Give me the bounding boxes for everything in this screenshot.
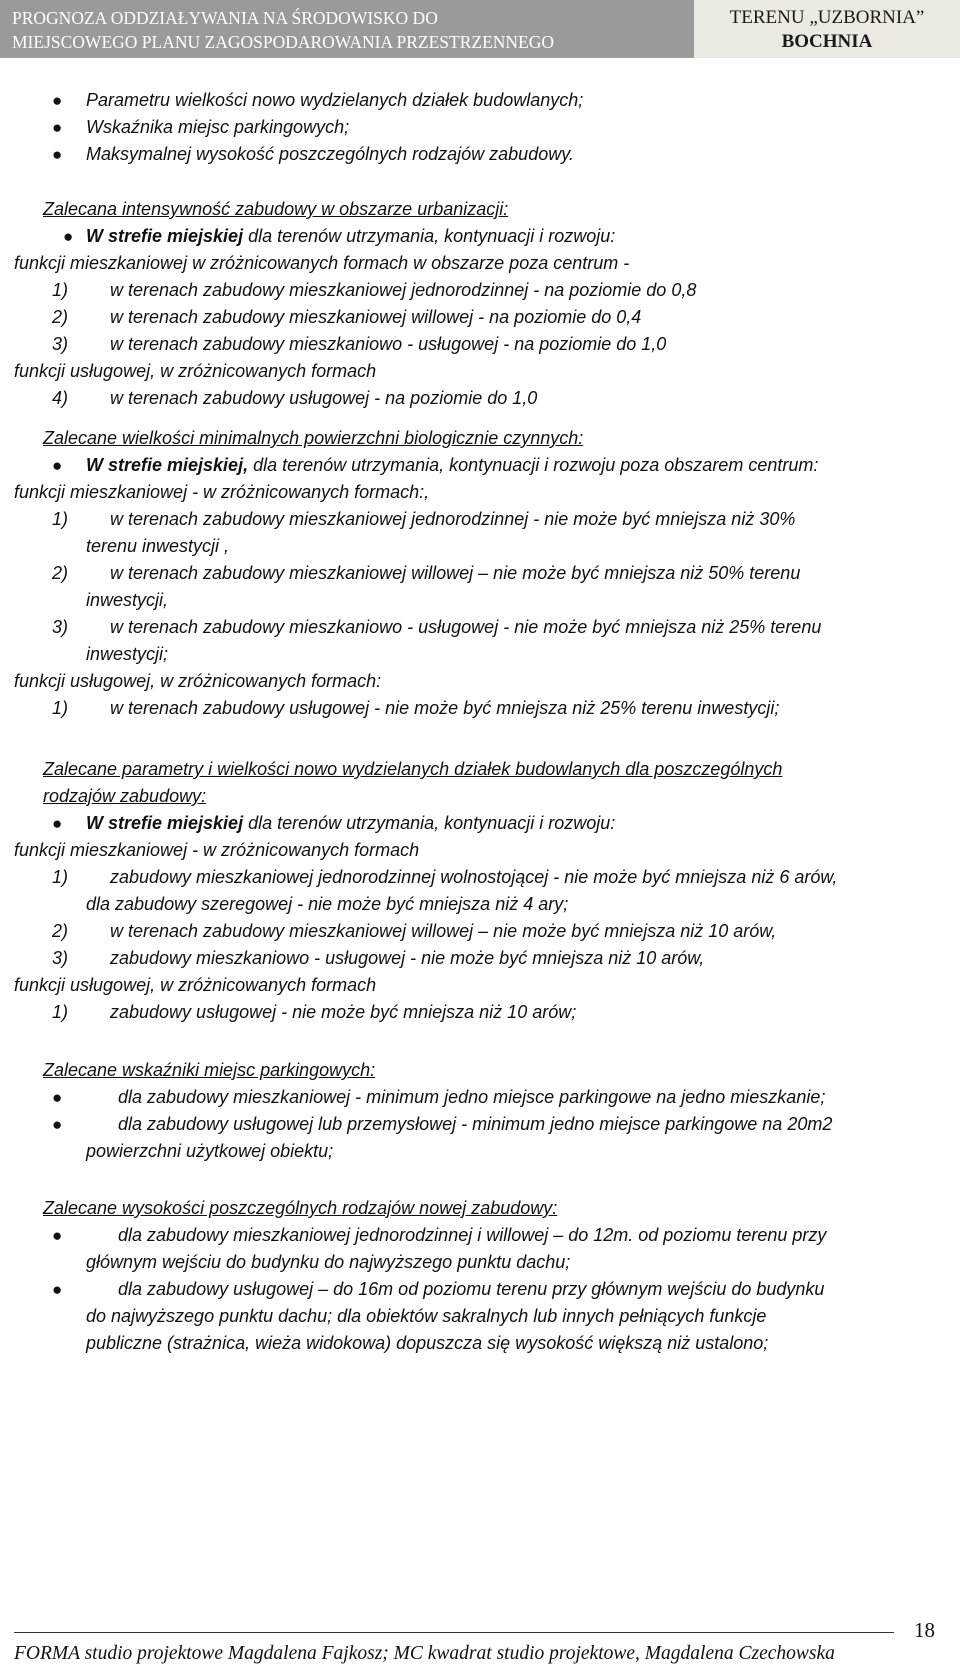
s1-item-3: w terenach zabudowy mieszkaniowo - usługowej - na poziomie do 1,0 [110,334,667,354]
s1-item-4: w terenach zabudowy usługowej - na poziomie do 1,0 [110,388,538,408]
s2-subheading-services: funkcji usługowej, w zróżnicowanych formach: [14,671,382,691]
s3-item-1-line-1: zabudowy mieszkaniowej jednorodzinnej wolnostojącej - nie może być mniejsza niż 6 arów, [110,867,838,887]
s1-item-1: w terenach zabudowy mieszkaniowej jednorodzinnej - na poziomie do 0,8 [110,280,697,300]
s2-bullet-bold: W strefie miejskiej, [86,455,249,475]
s3-item-number: 1) [52,1002,69,1022]
intro-bullet-2: Wskaźnika miejsc parkingowych; [86,117,350,137]
s5-bullet-1-line-1: dla zabudowy mieszkaniowej jednorodzinnej i willowej – do 12m. od poziomu terenu przy [118,1225,827,1245]
s1-item-number: 2) [52,307,69,327]
s2-subheading-residential: funkcji mieszkaniowej - w zróżnicowanych formach:, [14,482,430,502]
s4-bullet-2-line-2: powierzchni użytkowej obiektu; [86,1141,334,1161]
bullet-icon: ● [52,1226,63,1245]
s2-item-4: w terenach zabudowy usługowej - nie może być mniejsza niż 25% terenu inwestycji; [110,698,780,718]
s5-bullet-1-line-2: głównym wejściu do budynku do najwyższego punktu dachu; [86,1252,571,1272]
s3-item-1-line-2: dla zabudowy szeregowej - nie może być mniejsza niż 4 ary; [86,894,569,914]
page-number: 18 [914,1618,935,1642]
s2-item-number: 1) [52,509,69,529]
s3-item-4: zabudowy usługowej - nie może być mniejsza niż 10 arów; [110,1002,577,1022]
s2-item-number: 3) [52,617,69,637]
s3-item-number: 2) [52,921,69,941]
s4-bullet-2-line-1: dla zabudowy usługowej lub przemysłowej - minimum jedno miejsce parkingowe na 20m2 [118,1114,833,1134]
s3-subheading-services: funkcji usługowej, w zróżnicowanych formach [14,975,377,995]
bullet-icon: ● [63,227,74,246]
s3-bullet [86,810,615,837]
s1-item-number: 4) [52,388,69,408]
s3-item-3: zabudowy mieszkaniowo - usługowej - nie może być mniejsza niż 10 arów, [110,948,705,968]
s1-subheading-residential: funkcji mieszkaniowej w zróżnicowanych formach w obszarze poza centrum - [14,253,630,273]
s1-item-2: w terenach zabudowy mieszkaniowej willowej - na poziomie do 0,4 [110,307,642,327]
bullet-icon: ● [52,1280,63,1299]
section-heading-parking: Zalecane wskaźniki miejsc parkingowych: [43,1060,376,1080]
document-title-line-2: MIEJSCOWEGO PLANU ZAGOSPODAROWANIA PRZESTRZENNEGO [12,32,555,52]
s5-bullet-2-line-3: publiczne (strażnica, wieża widokowa) dopuszcza się wysokość większą niż ustalono; [86,1333,769,1353]
bullet-icon: ● [52,118,63,137]
s3-bullet-rest: dla terenów utrzymania, kontynuacji i rozwoju: [243,813,616,833]
s1-item-number: 3) [52,334,69,354]
section-heading-building-heights: Zalecane wysokości poszczególnych rodzajów nowej zabudowy: [43,1198,558,1218]
s1-subheading-services: funkcji usługowej, w zróżnicowanych formach [14,361,377,381]
s3-item-2: w terenach zabudowy mieszkaniowej willowej – nie może być mniejsza niż 10 arów, [110,921,777,941]
section-heading-intensity: Zalecana intensywność zabudowy w obszarze urbanizacji: [43,199,509,219]
s3-item-number: 1) [52,867,69,887]
section-heading-biological-surface: Zalecane wielkości minimalnych powierzchni biologicznie czynnych: [43,428,584,448]
footer-credits: FORMA studio projektowe Magdalena Fajkosz; MC kwadrat studio projektowe, Magdalena Czechowska [14,1643,835,1664]
s2-item-1-line-2: terenu inwestycji , [86,536,230,556]
document-title [0,0,694,58]
s3-bullet-bold: W strefie miejskiej [86,813,244,833]
s2-item-number: 2) [52,563,69,583]
s1-bullet-rest: dla terenów utrzymania, kontynuacji i rozwoju: [243,226,616,246]
s5-bullet-2-line-1: dla zabudowy usługowej – do 16m od poziomu terenu przy głównym wejściu do budynku [118,1279,825,1299]
section-heading-plot-parameters-line-1: Zalecane parametry i wielkości nowo wydzielanych działek budowlanych dla poszczególnych [43,759,783,779]
location-label-line-2: BOCHNIA [781,31,873,52]
s2-item-1-line-1: w terenach zabudowy mieszkaniowej jednorodzinnej - nie może być mniejsza niż 30% [110,509,796,529]
s1-bullet [86,223,615,250]
s2-item-number: 1) [52,698,69,718]
location-label [694,0,960,58]
bullet-icon: ● [52,1115,63,1134]
intro-bullet-1: Parametru wielkości nowo wydzielanych działek budowlanych; [86,90,584,110]
bullet-icon: ● [52,814,63,833]
s2-item-3-line-2: inwestycji; [86,644,169,664]
s1-bullet-bold: W strefie miejskiej [86,226,244,246]
bullet-icon: ● [52,91,63,110]
s2-item-2-line-2: inwestycji, [86,590,169,610]
s2-bullet [86,452,818,479]
s1-item-number: 1) [52,280,69,300]
bullet-icon: ● [52,456,63,475]
s2-item-3-line-1: w terenach zabudowy mieszkaniowo - usługowej - nie może być mniejsza niż 25% terenu [110,617,822,637]
s5-bullet-2-line-2: do najwyższego punktu dachu; dla obiektów sakralnych lub innych pełniących funkcje [86,1306,767,1326]
location-label-line-1: TERENU „UZBORNIA” [729,7,925,28]
document-title-line-1: PROGNOZA ODDZIAŁYWANIA NA ŚRODOWISKO DO [12,8,438,28]
s3-item-number: 3) [52,948,69,968]
section-heading-plot-parameters-line-2: rodzajów zabudowy: [43,786,207,806]
s3-subheading-residential: funkcji mieszkaniowej - w zróżnicowanych formach [14,840,420,860]
page-header [0,0,960,58]
s4-bullet-1: dla zabudowy mieszkaniowej - minimum jedno miejsce parkingowe na jedno mieszkanie; [118,1087,826,1107]
footer-divider [14,1632,894,1633]
bullet-icon: ● [52,1088,63,1107]
bullet-icon: ● [52,145,63,164]
intro-bullet-3: Maksymalnej wysokość poszczególnych rodzajów zabudowy. [86,144,574,164]
s2-item-2-line-1: w terenach zabudowy mieszkaniowej willowej – nie może być mniejsza niż 50% terenu [110,563,801,583]
s2-bullet-rest: dla terenów utrzymania, kontynuacji i rozwoju poza obszarem centrum: [248,455,819,475]
